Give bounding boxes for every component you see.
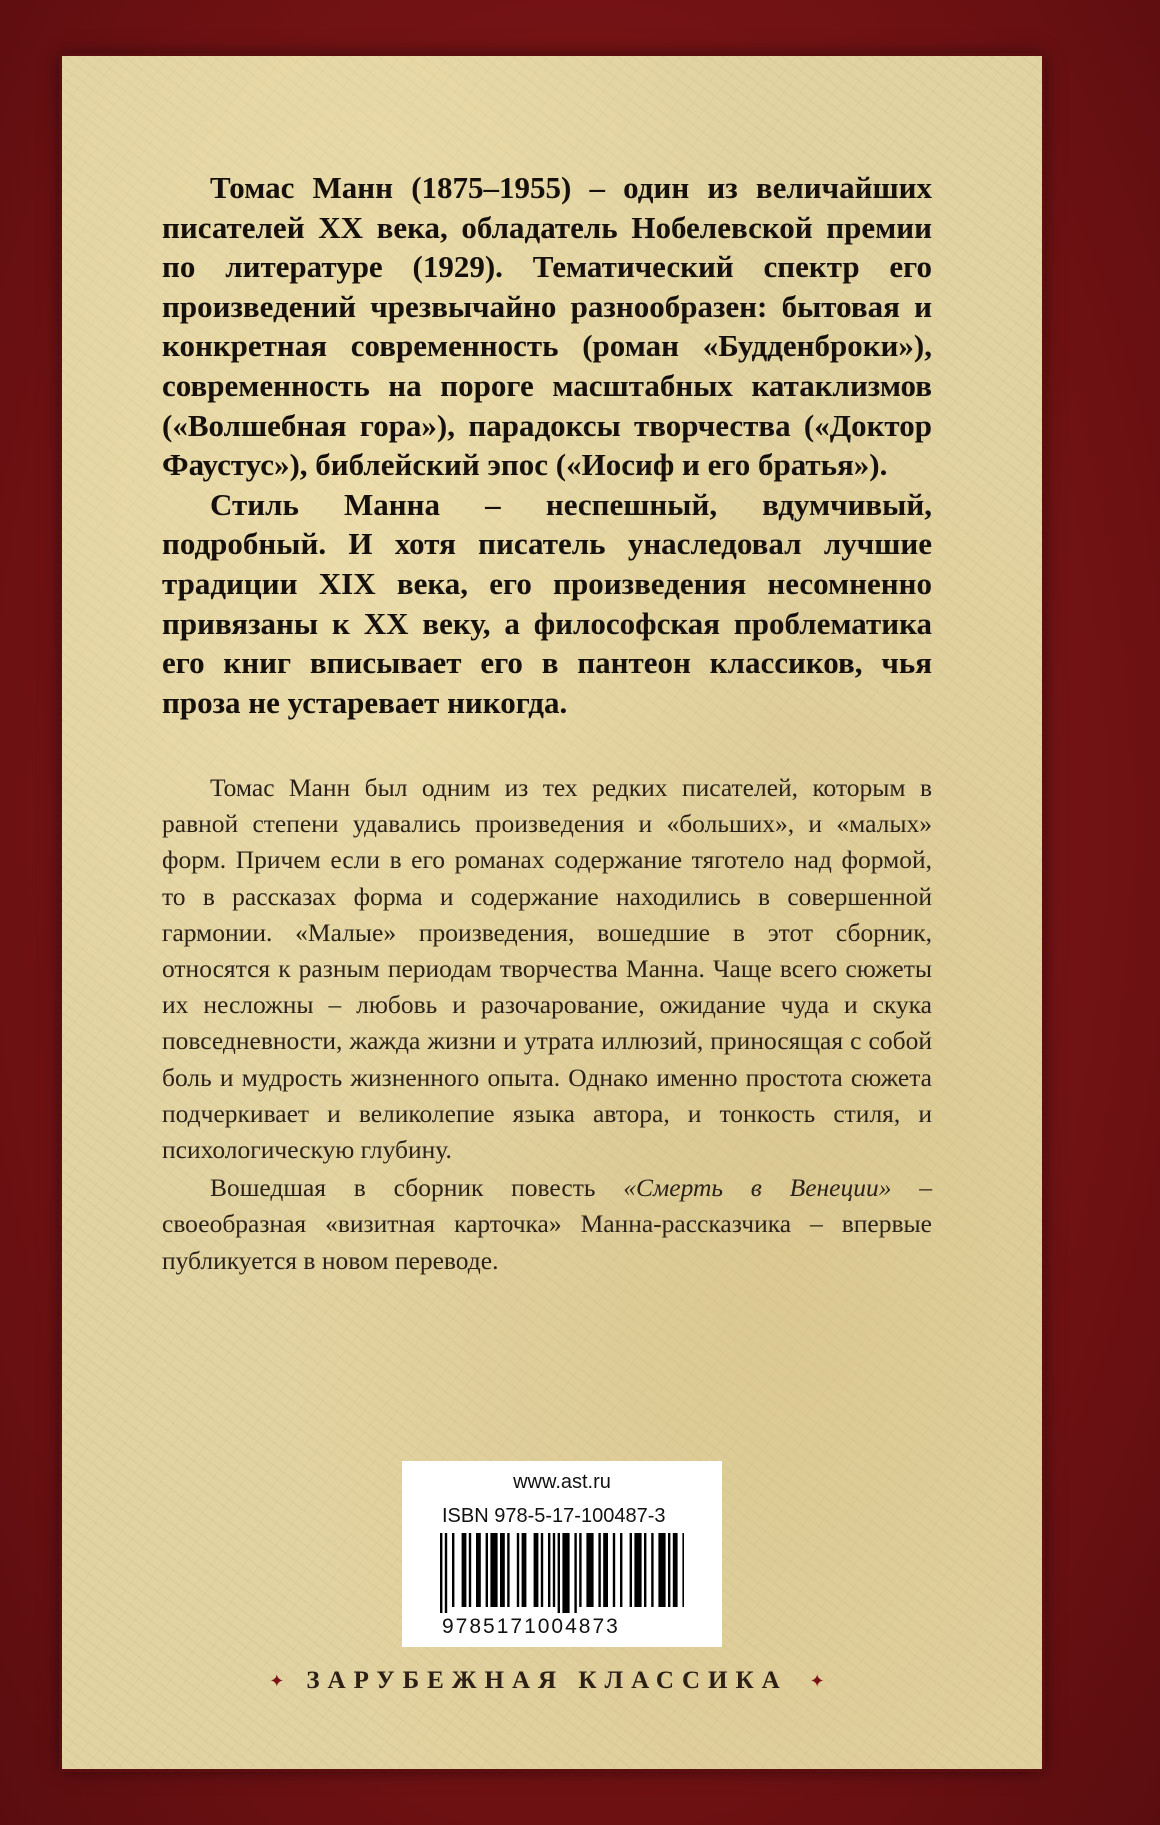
barcode-bar: [445, 1533, 447, 1613]
description-paragraph-1: Томас Манн был одним из тех редких писателей, которым в равной степени удавались произведения и «больших», и «малых» форм. Причем если в его романах содержание тяготело над формой, то в рассказах форма и содержание находились в совершенной гармонии. «Малые» произведения, вошедшие в этот сборник, относятся к разным периодам творчества Манна. Чаще всего сюжеты их несложны – любовь и разочарование, ожидание чуда и скука повседневности, жажда жизни и утрата иллюзий, приносящая с собой боль и мудрость жизненного опыта. Однако именно простота сюжета подчеркивает и великолепие языка автора, и тонкость стиля, и психологическую глубину.: [162, 773, 932, 1165]
barcode-bar: [630, 1533, 632, 1607]
barcode-image: [440, 1533, 684, 1613]
ornament-icon: ✦: [269, 1671, 285, 1691]
barcode-bar: [668, 1533, 670, 1607]
barcode-bar: [658, 1533, 665, 1607]
series-footer: [162, 1667, 932, 1695]
series-title: ЗАРУБЕЖНАЯ КЛАССИКА: [306, 1667, 788, 1694]
barcode-bar: [553, 1533, 555, 1607]
barcode-bar: [682, 1533, 684, 1607]
barcode-bar: [613, 1533, 615, 1607]
barcode-bar: [476, 1533, 481, 1607]
barcode-bar: [490, 1533, 497, 1607]
barcode-bar: [507, 1533, 509, 1607]
barcode-bar: [517, 1533, 519, 1607]
barcode-bar: [562, 1533, 569, 1613]
barcode-bar: [586, 1533, 593, 1607]
barcode-bar: [500, 1533, 505, 1607]
barcode-bar: [548, 1533, 550, 1607]
barcode-bar: [541, 1533, 543, 1607]
barcode-bar: [598, 1533, 600, 1607]
barcode-bar: [634, 1533, 641, 1607]
barcode-bar: [574, 1533, 576, 1613]
publisher-website: www.ast.ru: [513, 1471, 611, 1493]
annotation-bold-block: [162, 168, 932, 722]
isbn-label: ISBN 978-5-17-100487-3: [442, 1505, 666, 1527]
barcode-bar: [673, 1533, 678, 1607]
barcode-bar: [440, 1533, 442, 1613]
barcode-bar: [603, 1533, 608, 1607]
barcode-bar: [452, 1533, 454, 1607]
barcode-bar: [620, 1533, 622, 1607]
barcode-bar: [522, 1533, 527, 1607]
barcode-bar: [579, 1533, 581, 1607]
description-paragraph-2: [162, 1170, 932, 1279]
barcode-bar: [462, 1533, 467, 1607]
barcode-bar: [558, 1533, 560, 1613]
barcode-bar: [644, 1533, 646, 1607]
description-text: Вошедшая в сборник повесть: [210, 1173, 624, 1203]
barcode-digits: 9785171004873: [442, 1615, 620, 1638]
ornament-icon: ✦: [809, 1671, 825, 1691]
annotation-paragraph-1: Томас Манн (1875–1955) – один из величайших писателей XX века, обладатель Нобелевской премии по литературе (1929). Тематический спектр его произведений чрезвычайно разнообразен: бытовая и конкретная современность (роман «Будденброки»), современность на пороге масштабных катаклизмов («Волшебная гора»), парадоксы творчества («Доктор Фаустус»), библейский эпос («Иосиф и его братья»).: [162, 170, 932, 483]
barcode-bar: [651, 1533, 653, 1607]
description-text: – своеобразная «визитная карточка» Манна-рассказчика – впервые публикуется в новом переводе.: [162, 1173, 933, 1275]
barcode-bar: [534, 1533, 539, 1607]
barcode-bar: [469, 1533, 471, 1607]
description-block: [162, 770, 932, 1279]
barcode-block: [402, 1461, 722, 1647]
barcode-bar: [486, 1533, 488, 1607]
annotation-paragraph-2: Стиль Манна – неспешный, вдумчивый, подробный. И хотя писатель унаследовал лучшие традиции XIX века, его произведения несомненно привязаны к XX веку, а философская проблематика его книг вписывает его в пантеон классиков, чья проза не устаревает никогда.: [162, 486, 932, 720]
story-title: «Смерть в Венеции»: [623, 1173, 892, 1203]
